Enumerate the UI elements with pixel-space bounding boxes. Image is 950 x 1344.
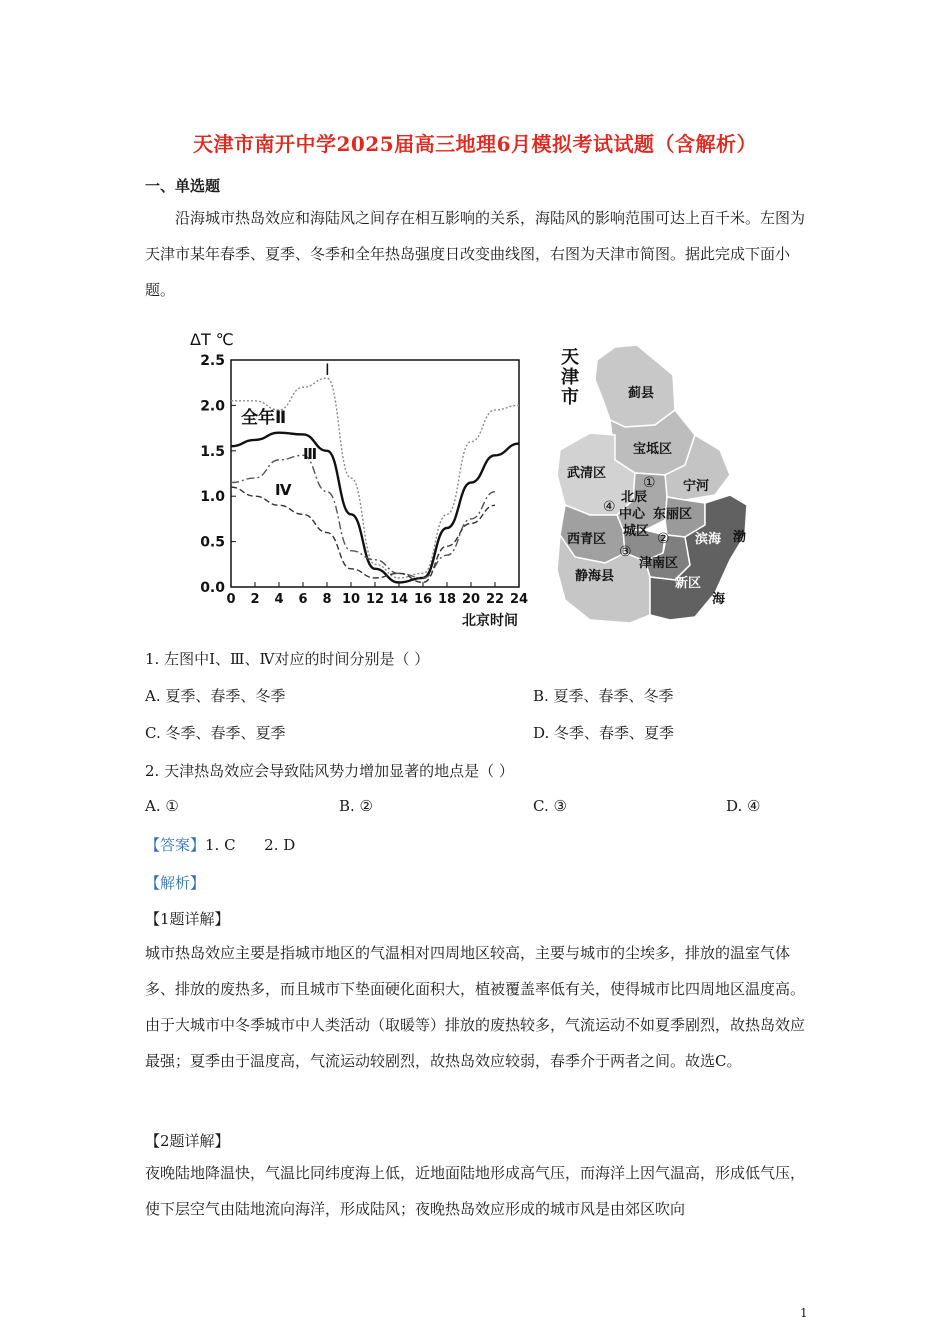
map-label-xiqing: 西青区 (567, 532, 607, 547)
question-2-option-c: C. ③ (533, 797, 567, 815)
question-2-option-a: A. ① (145, 797, 179, 815)
map-label-dongli: 东丽区 (653, 507, 693, 522)
series-label-1: Ⅰ (325, 360, 330, 379)
x-tick-label: 12 (365, 592, 385, 607)
y-tick-label: 1.0 (200, 489, 225, 506)
x-axis-label: 北京时间 (462, 613, 518, 629)
question-2-stem: 2. 天津热岛效应会导致陆风势力增加显著的地点是（ ） (145, 762, 514, 780)
detail-2-text: 夜晚陆地降温快，气温比同纬度海上低，近地面陆地形成高气压，而海洋上因气温高，形成低气压，使下层空气由陆地流向海洋，形成陆风；夜晚热岛效应形成的城市风是由郊区吹向 (145, 1164, 806, 1218)
analysis-tag: 【解析】 (145, 874, 206, 892)
x-tick-label: 24 (509, 592, 529, 607)
question-1-option-b: B. 夏季、春季、冬季 (533, 687, 674, 705)
x-tick-label: 18 (437, 592, 457, 607)
question-1-stem: 1. 左图中Ⅰ、Ⅲ、Ⅳ对应的时间分别是（ ） (145, 650, 430, 668)
answer-text: 1. C 2. D (205, 836, 296, 854)
question-1-option-a: A. 夏季、春季、冬季 (145, 687, 286, 705)
question-2-option-b: B. ② (339, 797, 374, 815)
answer-line (145, 834, 295, 855)
map-label-beichen: 北辰 (621, 490, 648, 505)
y-tick-label: 0.5 (200, 534, 225, 551)
x-tick-label: 0 (226, 592, 236, 607)
heat-island-chart (185, 325, 545, 635)
y-tick-label: 2.0 (200, 398, 225, 415)
question-2-option-d: D. ④ (726, 797, 761, 815)
x-tick-label: 20 (461, 592, 481, 607)
map-title-char-1: 天 (561, 347, 579, 368)
map-label-wuqing: 武清区 (567, 466, 607, 481)
map-label-chengqu: 城区 (623, 524, 650, 539)
detail-1-text: 城市热岛效应主要是指城市地区的气温相对四周地区较高，主要与城市的尘埃多，排放的温室气体多、排放的废热多，而且城市下垫面硬化面积大，植被覆盖率低有关，使得城市比四周地区温度高。由于大城市中冬季城市中人类活动（取暖等）排放的废热较多，气流运动不如夏季剧烈，故热岛效应最强；夏季由于温度高，气流运动较剧烈，故热岛效应较弱，春季介于两者之间。故选C。 (145, 944, 806, 1070)
answer-tag: 【答案】 (145, 836, 206, 854)
detail-1-tag: 【1题详解】 (145, 910, 230, 928)
map-label-ninghe: 宁河 (683, 479, 710, 494)
question-1-option-d: D. 冬季、春季、夏季 (533, 724, 675, 742)
x-tick-label: 4 (274, 592, 284, 607)
detail-2-tag: 【2题详解】 (145, 1132, 230, 1150)
section-heading: 一、单选题 (145, 177, 221, 195)
map-marker-4: ④ (603, 499, 616, 515)
series-line-4 (231, 487, 495, 582)
map-label-hai: 海 (712, 592, 726, 607)
map-title-char-3: 市 (561, 387, 579, 408)
x-tick-label: 2 (250, 592, 260, 607)
map-label-binhai: 滨海 (695, 532, 722, 547)
figure (185, 325, 755, 635)
x-tick-label: 10 (341, 592, 361, 607)
tianjin-map (555, 325, 755, 635)
x-tick-label: 8 (322, 592, 332, 607)
intro-paragraph: 沿海城市热岛效应和海陆风之间存在相互影响的关系，海陆风的影响范围可达上百千米。左图为天津市某年春季、夏季、冬季和全年热岛强度日改变曲线图，右图为天津市简图。据此完成下面小题。 (145, 209, 806, 299)
map-label-xinqu: 新区 (675, 576, 702, 591)
y-tick-label: 1.5 (200, 443, 225, 460)
map-label-zhongxin: 中心 (619, 507, 646, 522)
map-title (561, 347, 585, 408)
y-axis-label: ΔT ℃ (190, 330, 234, 349)
map-marker-1: ① (643, 475, 656, 491)
x-tick-label: 14 (389, 592, 409, 607)
series-label-3: Ⅲ (303, 445, 318, 463)
map-label-baodi: 宝坻区 (633, 442, 673, 457)
map-marker-2: ② (657, 531, 670, 547)
page-title: 天津市南开中学2025届高三地理6月模拟考试试题（含解析） (192, 132, 758, 156)
x-tick-label: 6 (298, 592, 308, 607)
map-marker-3: ③ (619, 544, 632, 560)
question-1-option-c: C. 冬季、春季、夏季 (145, 724, 286, 742)
y-tick-label: 2.5 (200, 353, 225, 369)
y-tick-label: 0.0 (200, 580, 225, 596)
x-tick-label: 22 (485, 592, 505, 607)
map-label-jinghai: 静海县 (575, 569, 615, 584)
map-label-jixian: 蓟县 (628, 386, 655, 401)
x-tick-label: 16 (413, 592, 433, 607)
page-number: 1 (800, 1306, 808, 1320)
map-label-bo: 渤 (733, 530, 747, 545)
map-label-jinnan: 津南区 (639, 556, 679, 571)
series-label-4: Ⅳ (275, 481, 292, 499)
map-title-char-2: 津 (561, 367, 579, 388)
series-line-2 (231, 433, 519, 583)
plot-frame (231, 360, 519, 587)
series-label-2: 全年Ⅱ (241, 408, 287, 428)
